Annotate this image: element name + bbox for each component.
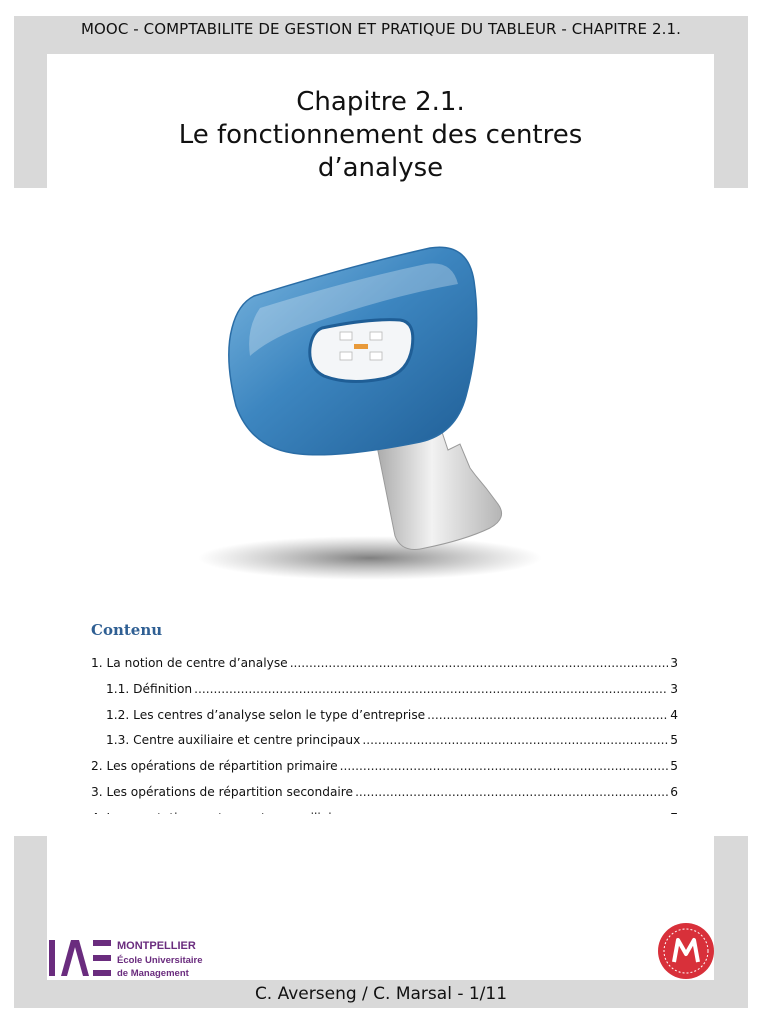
key-shadow [198,536,542,580]
toc-entry[interactable] [91,733,678,759]
toc-leader [427,708,668,722]
toc-entry-page: 5 [670,733,678,748]
toc-entry-label: 2. Les opérations de répartition primaire [91,759,338,774]
toc-entry-label: 1.1. Définition [106,681,193,696]
chapter-title [47,86,714,185]
toc-entry[interactable] [91,708,678,734]
toc-entry[interactable] [91,656,678,682]
toc-entry-label: 1.3. Centre auxiliaire et centre principaux [106,733,361,748]
toc-leader [362,733,668,747]
toc-entry[interactable] [91,682,678,708]
hole-thumb-5 [370,352,382,360]
hole-thumb-4 [340,352,352,360]
title-line-2: Le fonctionnement des centres [178,120,583,150]
hole-thumb-2 [370,332,382,340]
logo-line-3: de Management [117,968,189,979]
title-line-1: Chapitre 2.1. [296,87,465,117]
toc-entry-page: 5 [670,759,678,774]
key-icon [190,236,550,586]
toc-entry[interactable] [91,759,678,785]
logo-line-2: École Universitaire [117,955,203,966]
university-seal-logo [657,922,715,980]
key-hole [310,320,413,382]
iae-montpellier-logo [47,936,227,980]
title-line-3: d’analyse [317,153,444,183]
toc-heading: Contenu [91,621,163,639]
toc-entry[interactable] [91,785,678,811]
toc-leader [290,656,669,670]
toc-entry-page: 3 [670,681,678,696]
toc-leader [194,682,668,696]
toc-entry-page: 4 [670,707,678,722]
logo-line-1: MONTPELLIER [117,940,196,952]
footer-authors-page: C. Averseng / C. Marsal - 1/11 [254,984,508,1004]
toc-entry-label: 1. La notion de centre d’analyse [91,656,288,670]
header-text: MOOC - COMPTABILITE DE GESTION ET PRATIQUE DU TABLEUR - CHAPITRE 2.1. [80,20,682,38]
toc-entry-label: 3. Les opérations de répartition secondaire [91,784,354,799]
toc-entry-label: 1.2. Les centres d’analyse selon le type d’entreprise [106,707,426,722]
toc-leader [355,785,668,799]
hole-thumb-3 [354,344,368,349]
toc-entry-page: 6 [670,784,678,799]
toc-leader [340,759,669,773]
hole-thumb-1 [340,332,352,340]
toc-entry-page: 3 [670,656,678,670]
